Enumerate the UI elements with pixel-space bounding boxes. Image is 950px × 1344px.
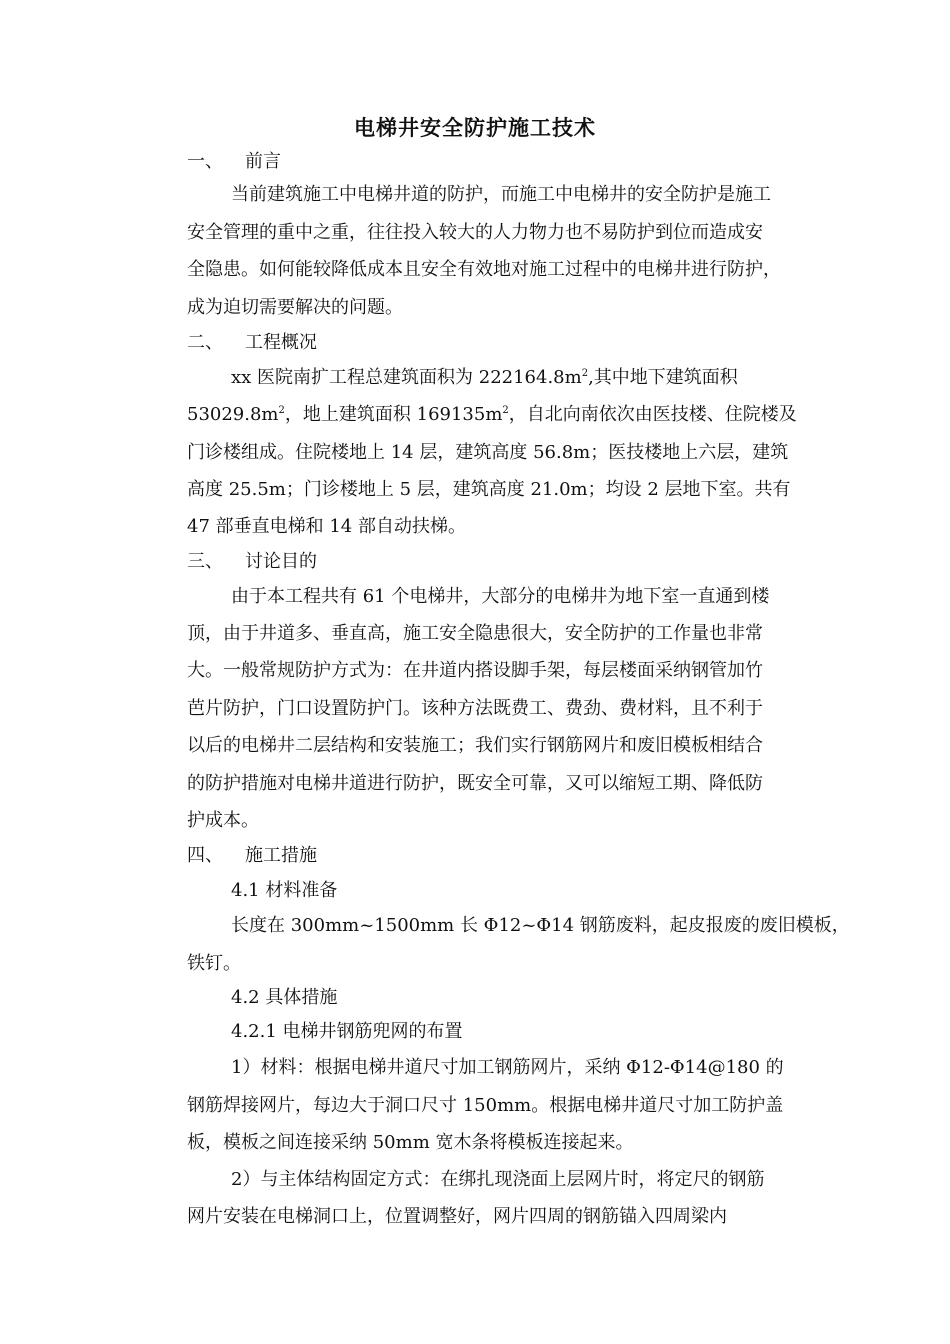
- paragraph-line: 47 部垂直电梯和 14 部自动扶梯。: [187, 516, 466, 537]
- text-run: ，自北向南依次由医技楼、住院楼及: [508, 404, 797, 425]
- heading-number: 二、: [187, 332, 223, 353]
- paragraph-line: [231, 366, 738, 390]
- paragraph-line: 安全管理的重中之重，往往投入较大的人力物力也不易防护到位而造成安: [187, 222, 763, 243]
- paragraph-line: 钢筋焊接网片，每边大于洞口尺寸 150mm。根据电梯井道尺寸加工防护盖: [187, 1095, 784, 1116]
- heading-text: 工程概况: [245, 332, 317, 353]
- paragraph-line: 的防护措施对电梯井道进行防护，既安全可靠，又可以缩短工期、降低防: [187, 773, 763, 794]
- section-heading-2: [187, 331, 317, 355]
- heading-number: 一、: [187, 151, 223, 172]
- text-run: xx 医院南扩工程总建筑面积为 222164.8m: [231, 367, 582, 388]
- superscript: 2: [278, 405, 285, 416]
- paragraph-line: 全隐患。如何能较降低成本且安全有效地对施工过程中的电梯井进行防护，: [187, 259, 781, 280]
- paragraph-line: 当前建筑施工中电梯井道的防护，而施工中电梯井的安全防护是施工: [231, 184, 771, 205]
- section-heading-3: [187, 550, 317, 574]
- subsection-heading: 4.2.1 电梯井钢筋兜网的布置: [231, 1021, 463, 1042]
- text-run: 53029.8m: [187, 404, 279, 425]
- heading-text: 前言: [245, 151, 281, 172]
- subsection-heading: 4.2 具体措施: [231, 987, 338, 1008]
- paragraph-line: 护成本。: [187, 810, 259, 831]
- subsection-heading: 4.1 材料准备: [231, 880, 338, 901]
- paragraph-line: 2）与主体结构固定方式：在绑扎现浇面上层网片时，将定尺的钢筋: [231, 1169, 765, 1190]
- paragraph-line: 网片安装在电梯洞口上，位置调整好，网片四周的钢筋锚入四周梁内: [187, 1206, 727, 1227]
- paragraph-line: 大。一般常规防护方式为：在井道内搭设脚手架，每层楼面采纳钢管加竹: [187, 660, 763, 681]
- paragraph-line: 1）材料：根据电梯井道尺寸加工钢筋网片，采纳 Φ12-Φ14@180 的: [231, 1057, 784, 1078]
- superscript: 2: [581, 368, 589, 379]
- heading-number: 三、: [187, 551, 223, 572]
- paragraph-line: 门诊楼组成。住院楼地上 14 层，建筑高度 56.8m；医技楼地上六层，建筑: [187, 442, 789, 463]
- superscript: 2: [502, 405, 509, 416]
- paragraph-line: 板，模板之间连接采纳 50mm 宽木条将模板连接起来。: [187, 1132, 634, 1153]
- section-heading-1: [187, 150, 281, 174]
- paragraph-line: 长度在 300mm~1500mm 长 Φ12~Φ14 钢筋废料，起皮报废的废旧模板，: [231, 915, 850, 936]
- page-title: 电梯井安全防护施工技术: [354, 115, 596, 140]
- paragraph-line: 由于本工程共有 61 个电梯井，大部分的电梯井为地下室一直通到楼: [231, 586, 770, 607]
- text-run: ,其中地下建筑面积: [588, 367, 738, 388]
- paragraph-line: 芭片防护，门口设置防护门。该种方法既费工、费劲、费材料，且不利于: [187, 698, 763, 719]
- paragraph-line: [187, 403, 797, 427]
- paragraph-line: 铁钉。: [187, 953, 241, 974]
- heading-number: 四、: [187, 845, 223, 866]
- paragraph-line: 顶，由于井道多、垂直高，施工安全隐患很大，安全防护的工作量也非常: [187, 623, 763, 644]
- paragraph-line: 高度 25.5m；门诊楼地上 5 层，建筑高度 21.0m；均设 2 层地下室。共有: [187, 479, 791, 500]
- text-run: ，地上建筑面积 169135m: [284, 404, 503, 425]
- paragraph-line: 成为迫切需要解决的问题。: [187, 297, 403, 318]
- section-heading-4: [187, 844, 317, 868]
- heading-text: 讨论目的: [245, 551, 317, 572]
- heading-text: 施工措施: [245, 845, 317, 866]
- paragraph-line: 以后的电梯井二层结构和安装施工；我们实行钢筋网片和废旧模板相结合: [187, 735, 763, 756]
